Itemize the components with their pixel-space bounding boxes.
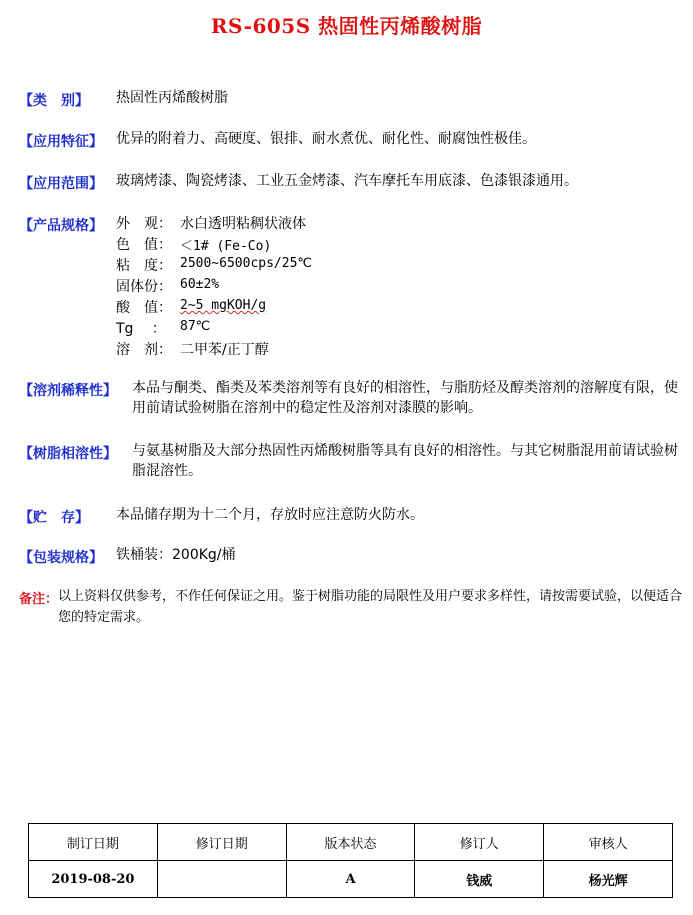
header-version-status: 版本状态: [286, 824, 415, 861]
revision-table: [28, 823, 673, 898]
spec-label: 【产品规格】: [19, 218, 103, 234]
dilution-text: 本品与酮类、酯类及苯类溶剂等有良好的相溶性，与脂肪烃及醇类溶剂的溶解度有限，使用前请试验树脂在溶剂中的稳定性及溶剂对漆膜的影响。: [132, 380, 678, 416]
scope-label: 【应用范围】: [19, 176, 103, 192]
packaging-text: 铁桶装：200Kg/桶: [116, 547, 236, 563]
compat-label: 【树脂相溶性】: [19, 446, 117, 462]
spec-key-color: 色 值：: [116, 237, 172, 253]
scope-text: 玻璃烤漆、陶瓷烤漆、工业五金烤漆、汽车摩托车用底漆、色漆银漆通用。: [116, 173, 578, 189]
page-title: RS-605S 热固性丙烯酸树脂: [210, 14, 483, 38]
value-approver: 杨光辉: [544, 861, 673, 898]
note-label: 备注：: [19, 592, 59, 607]
compat-text: 与氨基树脂及大部分热固性丙烯酸树脂等具有良好的相溶性。与其它树脂混用前请试验树脂混溶性。: [132, 443, 678, 479]
category-text: 热固性丙烯酸树脂: [116, 90, 228, 106]
spec-value-solvent: 二甲苯/正丁醇: [180, 342, 269, 358]
spec-key-appearance: 外 观：: [116, 216, 172, 232]
spec-value-tg: 87℃: [180, 319, 211, 334]
spec-value-acid-value: 2~5 mgKOH/g: [180, 298, 267, 313]
category-label: 【类 别】: [19, 93, 89, 109]
storage-text: 本品储存期为十二个月，存放时应注意防火防水。: [116, 507, 424, 523]
spec-value-solids: 60±2%: [180, 277, 220, 292]
revision-value-row: [29, 861, 673, 898]
header-created-date: 制订日期: [29, 824, 158, 861]
spec-key-solids: 固体份：: [116, 279, 172, 295]
revision-header-row: [29, 824, 673, 861]
storage-label: 【贮 存】: [19, 510, 89, 526]
spec-key-solvent: 溶 剂：: [116, 342, 172, 358]
value-version-status: A: [286, 861, 415, 898]
packaging-label: 【包装规格】: [19, 550, 103, 566]
header-approver: 审核人: [544, 824, 673, 861]
spec-value-color: ＜1# (Fe-Co): [180, 239, 272, 254]
value-created-date: 2019-08-20: [29, 861, 158, 898]
spec-key-viscosity: 粘 度：: [116, 258, 172, 274]
value-reviser: 钱威: [415, 861, 544, 898]
spec-value-appearance: 水白透明粘稠状液体: [180, 216, 306, 232]
spec-value-viscosity: 2500~6500cps/25℃: [180, 256, 312, 271]
features-text: 优异的附着力、高硬度、银排、耐水煮优、耐化性、耐腐蚀性极佳。: [116, 131, 536, 147]
spec-key-tg: Tg ：: [116, 321, 166, 337]
spec-key-acid-value: 酸 值：: [116, 300, 172, 316]
value-revised-date: [157, 861, 286, 898]
note-text: 以上资料仅供参考，不作任何保证之用。鉴于树脂功能的局限性及用户要求多样性，请按需要试验，以便适合您的特定需求。: [58, 589, 683, 625]
features-label: 【应用特征】: [19, 134, 103, 150]
dilution-label: 【溶剂稀释性】: [19, 383, 117, 399]
header-reviser: 修订人: [415, 824, 544, 861]
header-revised-date: 修订日期: [157, 824, 286, 861]
